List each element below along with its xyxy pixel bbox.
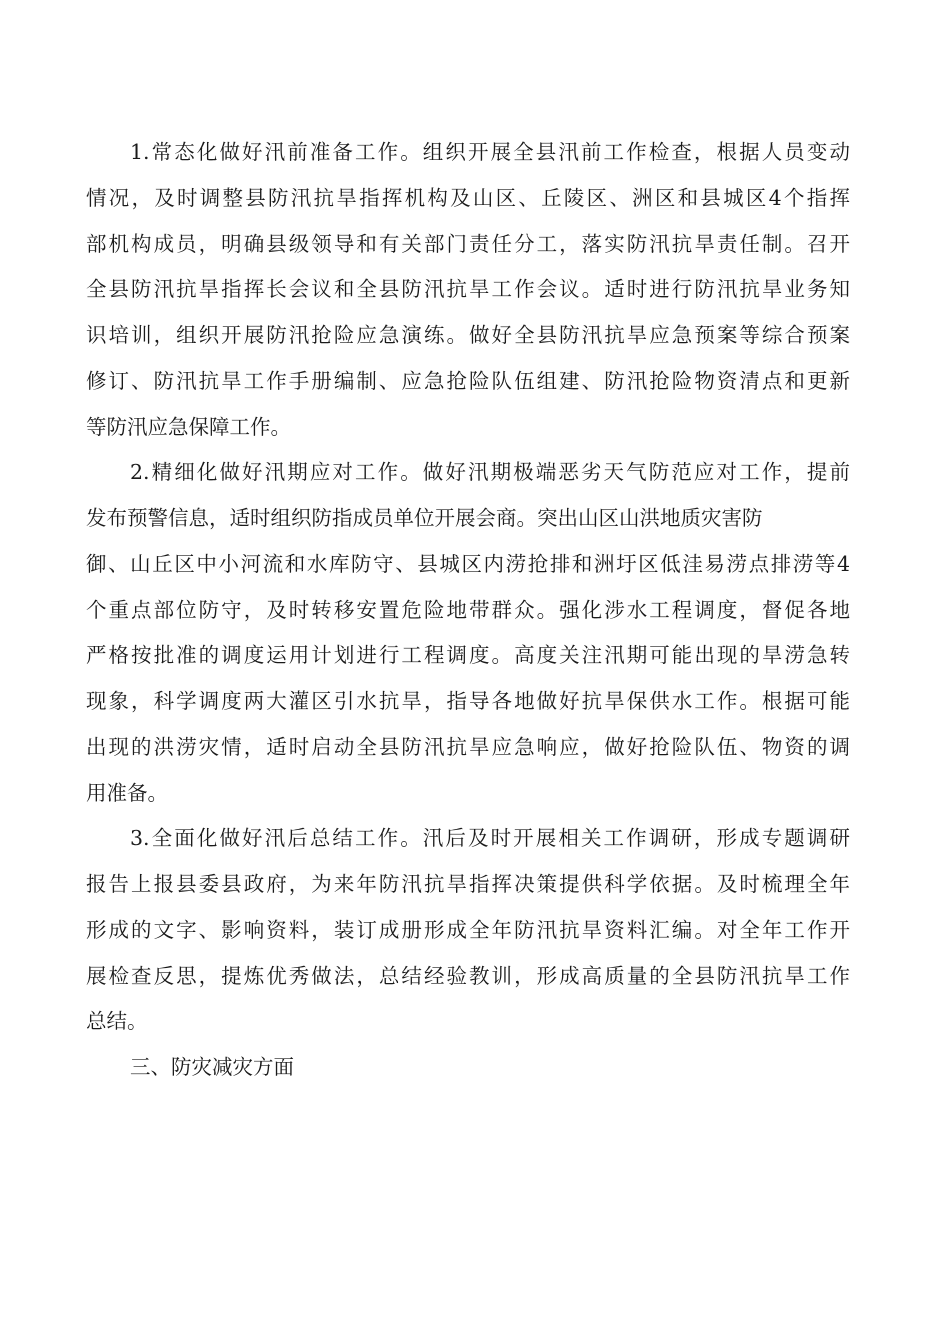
text-line: 情况，及时调整县防汛抗旱指挥机构及山区、丘陵区、洲区和县城区4个指挥: [86, 185, 850, 210]
text-line: 修订、防汛抗旱工作手册编制、应急抢险队伍组建、防汛抢险物资清点和更新: [86, 368, 850, 393]
text-line: 3.全面化做好汛后总结工作。汛后及时开展相关工作调研，形成专题调研: [130, 826, 850, 851]
heading-text: 三、防灾减灾方面: [130, 1055, 294, 1079]
text-line: 个重点部位防守，及时转移安置危险地带群众。强化涉水工程调度，督促各地: [86, 597, 850, 622]
section-heading: [86, 1045, 850, 1091]
text-line: 形成的文字、影响资料，装订成册形成全年防汛抗旱资料汇编。对全年工作开: [86, 917, 850, 942]
paragraph-3: [86, 816, 850, 1045]
text-line: 总结。: [86, 1009, 148, 1034]
text-line: 现象，科学调度两大灌区引水抗旱，指导各地做好抗旱保供水工作。根据可能: [86, 689, 850, 713]
text-line: 全县防汛抗旱指挥长会议和全县防汛抗旱工作会议。适时进行防汛抗旱业务知: [86, 277, 850, 302]
text-line: 2.精细化做好汛期应对工作。做好汛期极端恶劣天气防范应对工作，提前: [130, 460, 850, 485]
text-line: 等防汛应急保障工作。: [86, 414, 291, 439]
text-line: 御、山丘区中小河流和水库防守、县城区内涝抢排和洲圩区低洼易涝点排涝等4: [86, 551, 850, 576]
paragraph-1: [86, 130, 850, 450]
text-line: 发布预警信息，适时组织防指成员单位开展会商。突出山区山洪地质灾害防: [86, 506, 763, 530]
text-line: 报告上报县委县政府，为来年防汛抗旱指挥决策提供科学依据。及时梳理全年: [86, 872, 850, 896]
paragraph-2: [86, 450, 850, 816]
text-line: 展检查反思，提炼优秀做法，总结经验教训，形成高质量的全县防汛抗旱工作: [86, 963, 850, 988]
text-line: 部机构成员，明确县级领导和有关部门责任分工，落实防汛抗旱责任制。召开: [86, 231, 850, 256]
document-body: [86, 130, 850, 1091]
text-line: 严格按批准的调度运用计划进行工程调度。高度关注汛期可能出现的旱涝急转: [86, 643, 850, 668]
text-line: 出现的洪涝灾情，适时启动全县防汛抗旱应急响应，做好抢险队伍、物资的调: [86, 734, 850, 759]
text-line: 1.常态化做好汛前准备工作。组织开展全县汛前工作检查，根据人员变动: [130, 140, 850, 164]
text-line: 用准备。: [86, 780, 168, 805]
text-line: 识培训，组织开展防汛抢险应急演练。做好全县防汛抗旱应急预案等综合预案: [86, 323, 850, 347]
